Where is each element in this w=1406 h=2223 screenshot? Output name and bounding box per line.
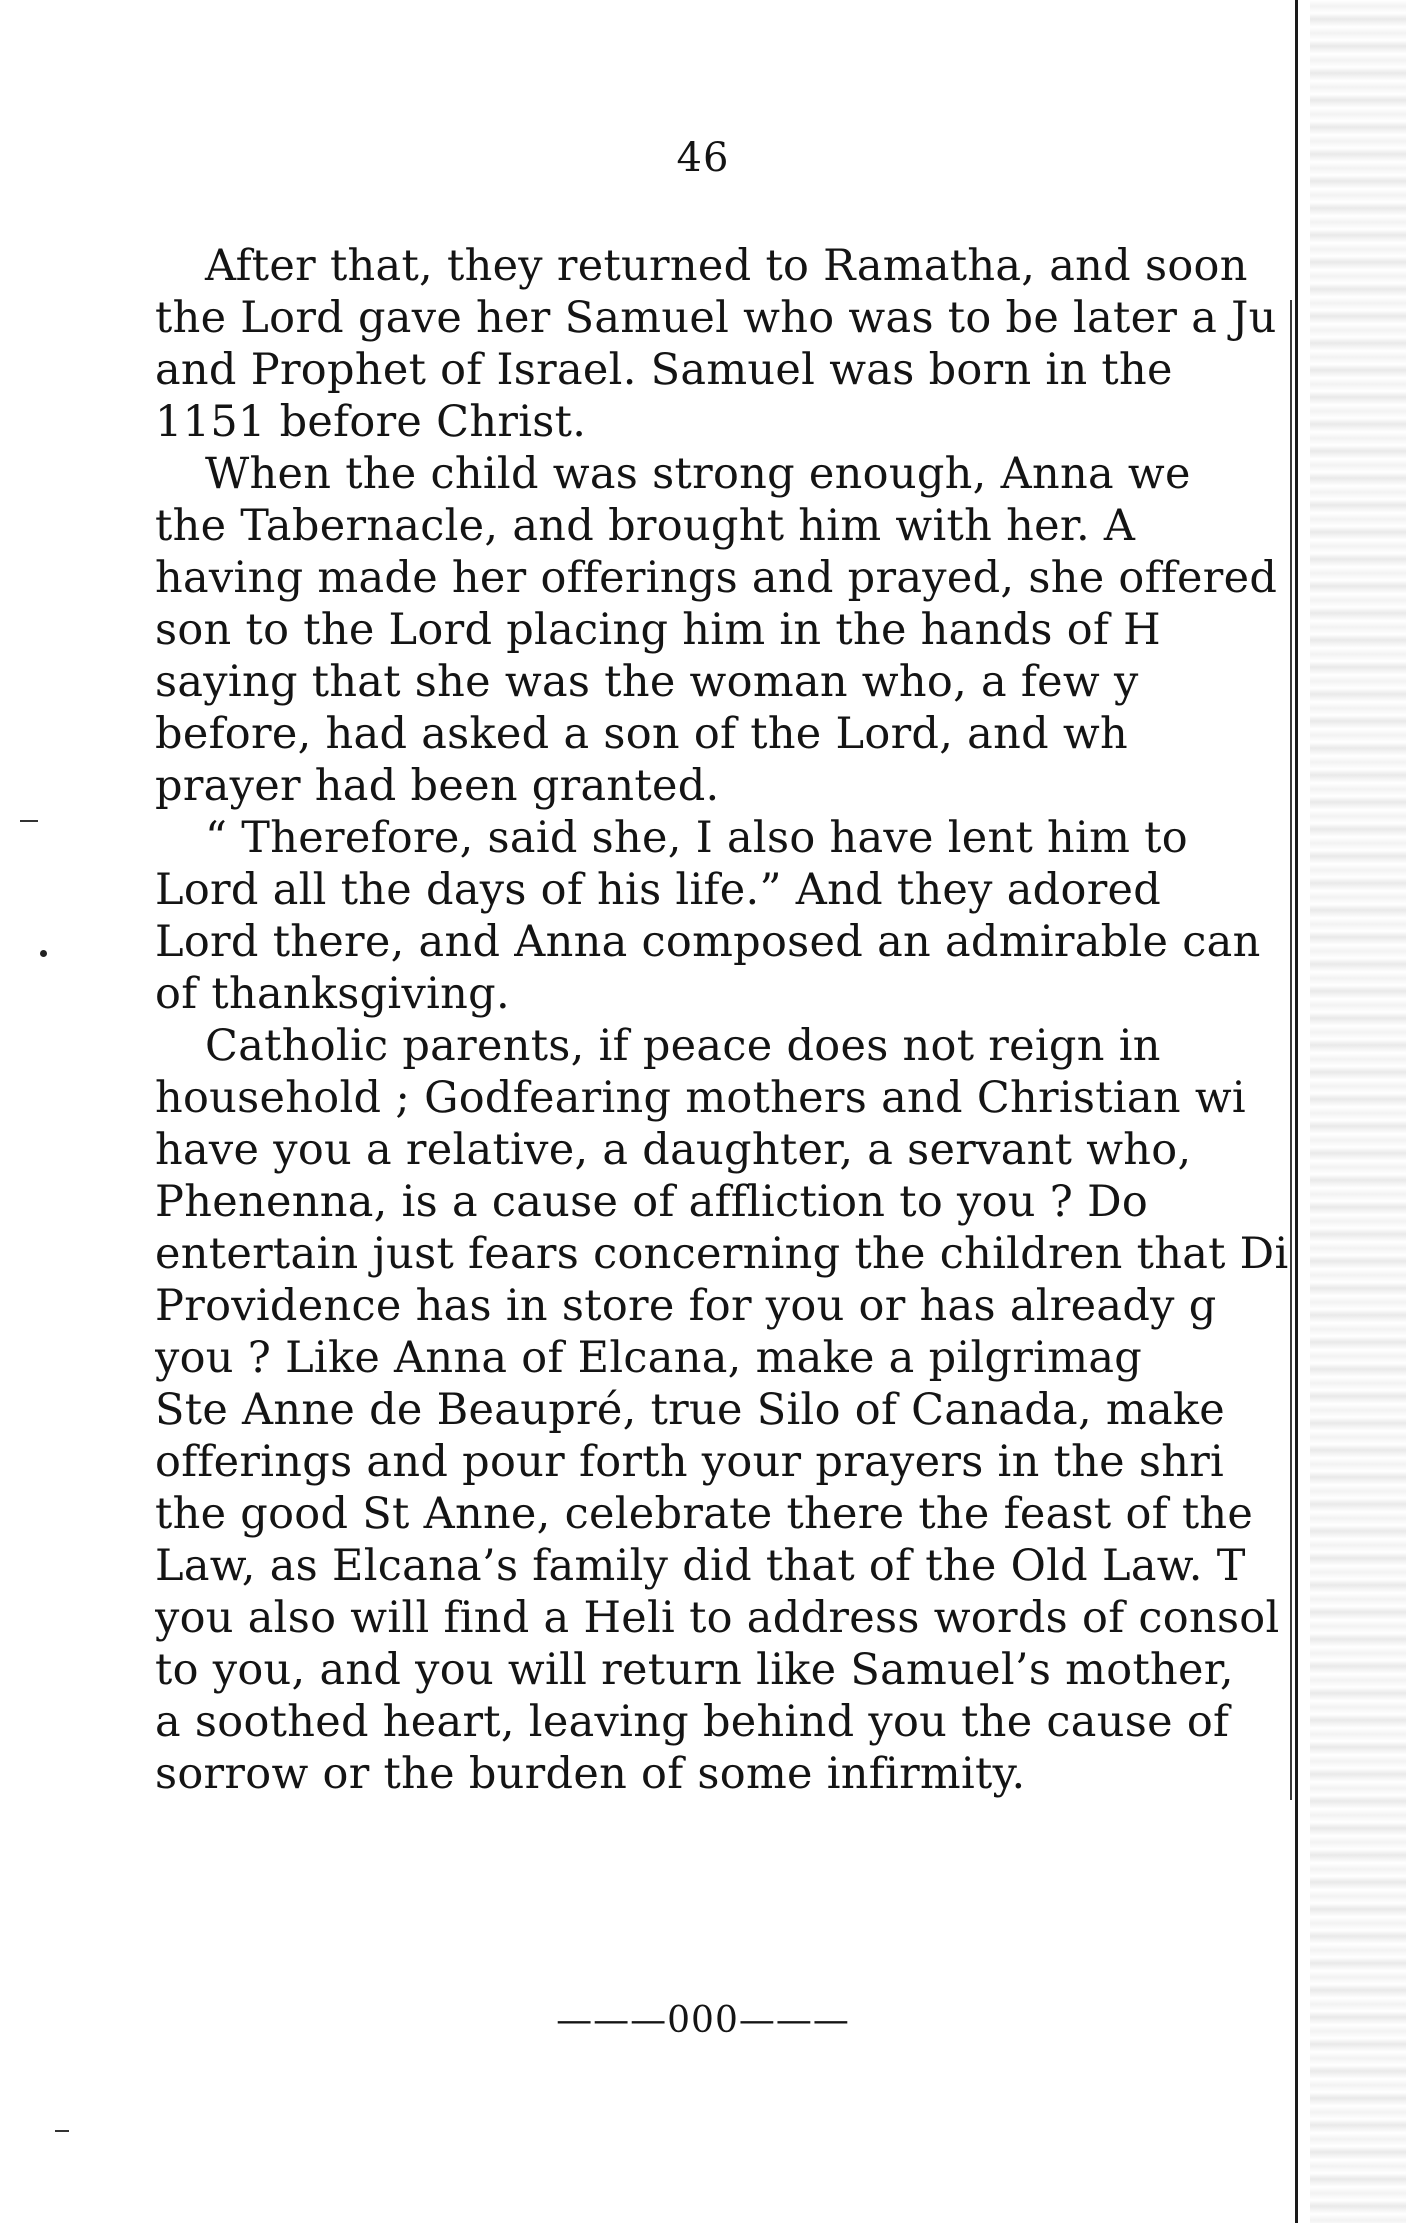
text-line: Lord there, and Anna composed an admirable can (155, 917, 1261, 967)
scan-mark (55, 2130, 69, 2132)
text-line: Lord all the days of his life.” And they adored (155, 865, 1162, 915)
text-line: sorrow or the burden of some infirmity. (155, 1749, 1026, 1799)
page-gutter-edge (1295, 0, 1298, 2223)
text-line: to you, and you will return like Samuel’s mother, (155, 1645, 1234, 1695)
text-line: the Lord gave her Samuel who was to be later a Ju (155, 293, 1277, 343)
text-line: before, had asked a son of the Lord, and wh (155, 709, 1129, 759)
text-line: the good St Anne, celebrate there the feast of the (155, 1489, 1254, 1539)
text-line: Law, as Elcana’s family did that of the Old Law. T (155, 1541, 1246, 1591)
text-line: After that, they returned to Ramatha, and soon (205, 241, 1248, 291)
text-line: “ Therefore, said she, I also have lent him to (205, 813, 1188, 863)
text-line: Catholic parents, if peace does not reign in (205, 1021, 1161, 1071)
text-line: household ; Godfearing mothers and Christian wi (155, 1073, 1246, 1123)
scan-speck (40, 950, 47, 957)
scan-mark (20, 820, 38, 822)
text-line: you ? Like Anna of Elcana, make a pilgrimag (155, 1333, 1143, 1383)
text-line: Phenenna, is a cause of affliction to you ? Do (155, 1177, 1149, 1227)
text-line: a soothed heart, leaving behind you the cause of (155, 1697, 1230, 1747)
text-line: When the child was strong enough, Anna we (205, 449, 1191, 499)
text-line: the Tabernacle, and brought him with her. A (155, 501, 1136, 551)
page-number: 46 (676, 135, 730, 181)
text-line: of thanksgiving. (155, 969, 510, 1019)
text-line: prayer had been granted. (155, 761, 720, 811)
text-line: having made her offerings and prayed, she offered (155, 553, 1278, 603)
text-line: entertain just fears concerning the children that Di (155, 1229, 1289, 1279)
text-line: 1151 before Christ. (155, 397, 587, 447)
text-line: you also will find a Heli to address words of consol (155, 1593, 1280, 1643)
text-line: Ste Anne de Beaupré, true Silo of Canada, make (155, 1385, 1226, 1435)
text-line: Providence has in store for you or has already g (155, 1281, 1217, 1331)
adjacent-page-bleed (1310, 0, 1406, 2223)
body-text (155, 240, 1295, 1800)
text-line: saying that she was the woman who, a few y (155, 657, 1139, 707)
text-line: have you a relative, a daughter, a servant who, (155, 1125, 1192, 1175)
text-line: and Prophet of Israel. Samuel was born in the (155, 345, 1173, 395)
text-line: son to the Lord placing him in the hands of H (155, 605, 1161, 655)
section-divider: ———000——— (556, 2000, 850, 2041)
text-line: offerings and pour forth your prayers in the shri (155, 1437, 1225, 1487)
